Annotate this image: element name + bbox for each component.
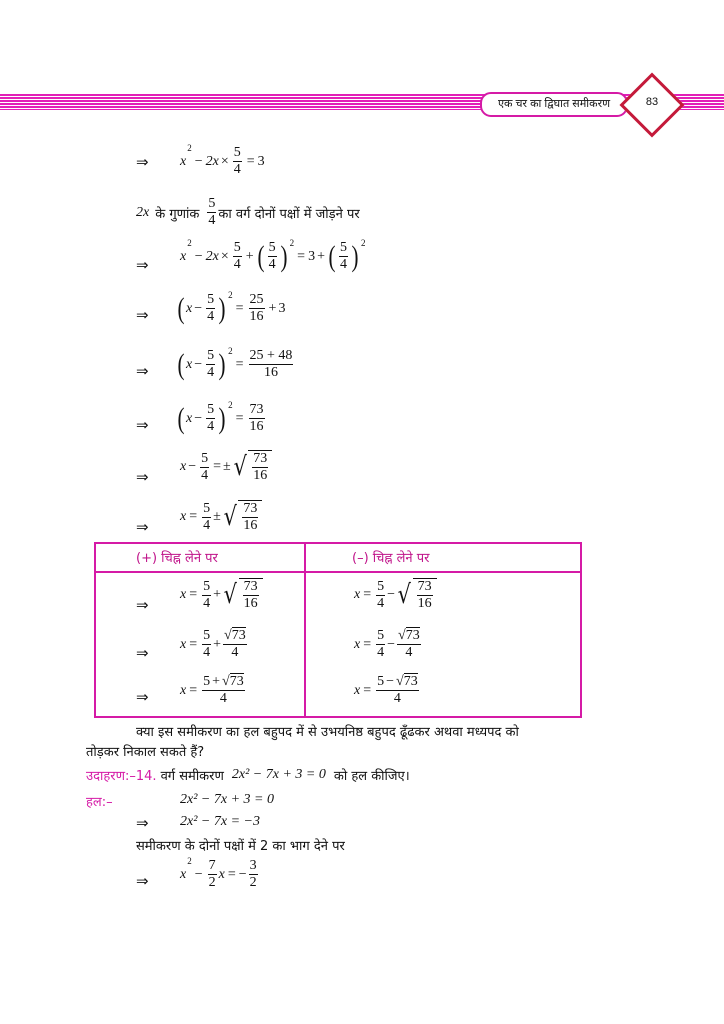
page-number: 83 bbox=[645, 96, 659, 108]
implies-symbol: ⇒ bbox=[136, 153, 149, 171]
implies-symbol: ⇒ bbox=[136, 814, 149, 832]
implies-symbol: ⇒ bbox=[136, 872, 149, 890]
implies-symbol: ⇒ bbox=[136, 644, 149, 662]
plus-case-row-1: x = $\frac{5}{4}$ + √ 73 16 bbox=[180, 578, 263, 612]
implies-symbol: ⇒ bbox=[136, 468, 149, 486]
equation-line-7: x = $\frac{5}{4}$ ± √ 73 16 bbox=[180, 500, 262, 534]
question-line-1: क्या इस समीकरण का हल बहुपद में से उभयनिष्ठ बहुपद ढूँढकर अथवा मध्यपद को bbox=[136, 725, 519, 740]
divide-sentence: समीकरण के दोनों पक्षों में 2 का भाग देने पर bbox=[136, 839, 345, 854]
plus-sign-header: (+) चिह्न लेने पर bbox=[136, 551, 218, 566]
example-14-heading: उदाहरण:–14. वर्ग समीकरण 2x² − 7x + 3 = 0 को हल कीजिए। bbox=[86, 767, 410, 784]
solution-equation-2: 2x² − 7x = −3 bbox=[180, 814, 260, 829]
implies-symbol: ⇒ bbox=[136, 416, 149, 434]
implies-symbol: ⇒ bbox=[136, 518, 149, 536]
solution-equation-1: 2x² − 7x + 3 = 0 bbox=[180, 792, 274, 807]
chapter-title-tab: एक चर का द्विघात समीकरण bbox=[480, 92, 628, 117]
implies-symbol: ⇒ bbox=[136, 362, 149, 380]
table-header-divider bbox=[96, 571, 580, 573]
equation-line-4: ( x − $\frac{5}{4}$ ) 2 = $\frac{25 + 48}{16}$ bbox=[177, 345, 293, 381]
plus-case-row-2: x = $\frac{5}{4}$ + $\frac{√73}{4}$ bbox=[180, 628, 246, 660]
minus-sign-header: (–) चिह्न लेने पर bbox=[352, 551, 430, 566]
solution-label: हल:– bbox=[86, 795, 113, 810]
question-line-2: तोड़कर निकाल सकते हैं? bbox=[86, 745, 205, 760]
implies-symbol: ⇒ bbox=[136, 688, 149, 706]
implies-symbol: ⇒ bbox=[136, 256, 149, 274]
equation-line-2: x 2 − 2x × $\frac{5}{4}$ + ( 5 4 ) 2 = 3 + ( 5 4 ) 2 bbox=[180, 237, 366, 273]
table-column-divider bbox=[304, 544, 306, 716]
minus-case-row-3: x = $\frac{5 - √73}{4}$ bbox=[354, 674, 418, 706]
example-label: उदाहरण:–14. bbox=[86, 769, 157, 784]
equation-line-5: ( x − $\frac{5}{4}$ ) 2 = $\frac{73}{16}$ bbox=[177, 399, 264, 435]
equation-line-1: x 2 − 2x × $\frac{5}{4}$ = 3 bbox=[180, 142, 265, 177]
implies-symbol: ⇒ bbox=[136, 596, 149, 614]
sign-cases-table bbox=[94, 542, 582, 718]
minus-case-row-1: x = $\frac{5}{4}$ − √ 73 16 bbox=[354, 578, 437, 612]
implies-symbol: ⇒ bbox=[136, 306, 149, 324]
coefficient-sentence: 2x के गुणांक 5 4 का वर्ग दोनों पक्षों में जोड़ने पर bbox=[136, 196, 360, 228]
plus-case-row-3: x = $\frac{5 + √73}{4}$ bbox=[180, 674, 244, 706]
equation-line-3: ( x − $\frac{5}{4}$ ) 2 = $\frac{25}{16}$ + 3 bbox=[177, 289, 286, 325]
equation-line-6: x − $\frac{5}{4}$ = ± √ 73 16 bbox=[180, 450, 272, 484]
solution-equation-3: x 2 − $\frac{7}{2}$ x = − $\frac{3}{2}$ bbox=[180, 855, 257, 890]
minus-case-row-2: x = $\frac{5}{4}$ − $\frac{√73}{4}$ bbox=[354, 628, 420, 660]
